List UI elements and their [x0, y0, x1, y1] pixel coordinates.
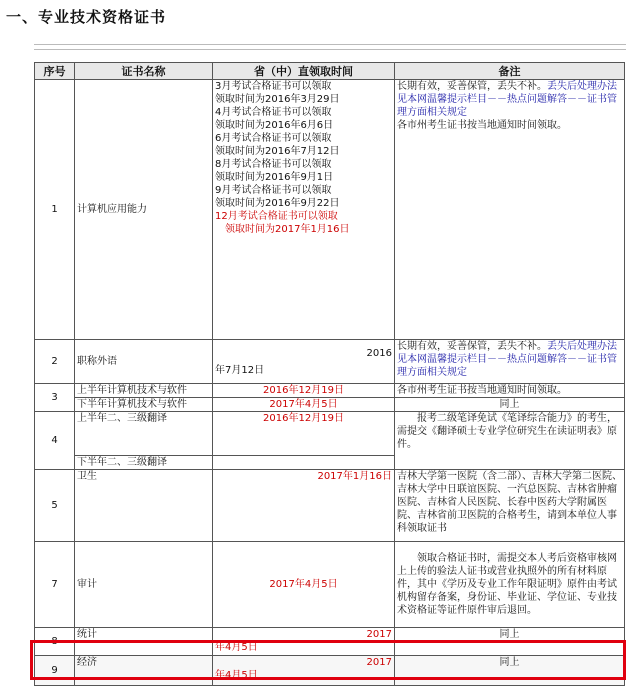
time-line: 领取时间为2016年6月6日: [215, 120, 334, 131]
time-line: 8月考试合格证书可以领取: [215, 159, 332, 170]
time-date: 年7月12日: [215, 364, 265, 376]
divider: [34, 44, 626, 50]
certificate-name: 卫生: [75, 470, 213, 542]
note-link[interactable]: 丢失后处理办法见本网温馨提示栏目－－热点问题解答－－证书管理方面相关规定: [397, 341, 617, 378]
certificate-name: 下半年计算机技术与软件: [75, 398, 213, 412]
certificate-name: 上半年二、三级翻译: [75, 412, 213, 456]
note-link[interactable]: 丢失后处理办法见本网温馨提示栏目－－热点问题解答－－证书管理方面相关规定: [397, 81, 617, 118]
time-date: 年4月5日: [215, 642, 258, 653]
table-row: [35, 470, 625, 542]
collection-time: [213, 80, 395, 340]
certificate-name: 审计: [75, 542, 213, 628]
collection-time: [213, 628, 395, 656]
time-line: 4月考试合格证书可以领取: [215, 107, 332, 118]
time-line: 领取时间为2016年9月22日: [215, 198, 340, 209]
table-row: [35, 398, 625, 412]
row-number: 8: [35, 628, 75, 656]
certificate-name: 职称外语: [75, 340, 213, 384]
time-line: 3月考试合格证书可以领取: [215, 81, 332, 92]
row-number: 1: [35, 80, 75, 340]
time-line: 领取时间为2016年7月12日: [215, 146, 340, 157]
note-cell: 吉林大学第一医院（含二部）、吉林大学第二医院、吉林大学中日联谊医院、一汽总医院、吉林省肿瘤医院、吉林省人民医院、长春中医药大学附属医院、吉林省前卫医院的合格考生，请到本单位人事科领取证书: [395, 470, 625, 542]
certificate-name: 下半年二、三级翻译: [75, 456, 213, 470]
table-row: [35, 80, 625, 340]
note-text: 长期有效，妥善保管，丢失不补。: [397, 81, 547, 92]
note-cell: 领取合格证书时，需提交本人考后资格审核网上上传的验法人证书或营业执照外的所有材料原件，其中《学历及专业工作年限证明》原件由考试机构留存备案，身份证、毕业证、学位证、专业技术资格证等证件原件审后退回。: [395, 542, 625, 628]
certificate-name: 统计: [75, 628, 213, 656]
col-header-note: 备注: [395, 63, 625, 80]
certificate-name: 计算机应用能力: [75, 80, 213, 340]
time-line: 领取时间为2016年3月29日: [215, 94, 340, 105]
table-row: [35, 384, 625, 398]
note-cell: 同上: [395, 656, 625, 686]
note-cell: 报考二级笔译免试《笔译综合能力》的考生，需提交《翻译硕士专业学位研究生在读证明表》原件。: [395, 412, 625, 470]
time-year: 2017: [366, 629, 392, 640]
certificate-name: 上半年计算机技术与软件: [75, 384, 213, 398]
note-cell: [395, 340, 625, 384]
table-header-row: [35, 63, 625, 80]
collection-time: 2016年12月19日: [213, 412, 395, 456]
col-header-name: 证书名称: [75, 63, 213, 80]
note-cell: 同上: [395, 628, 625, 656]
row-number: 5: [35, 470, 75, 542]
time-line: 领取时间为2016年9月1日: [215, 172, 334, 183]
table-row: [35, 656, 625, 686]
collection-time: [213, 656, 395, 686]
row-number: 7: [35, 542, 75, 628]
note-text: 各市州考生证书按当地通知时间领取。: [397, 120, 567, 131]
collection-time: [213, 340, 395, 384]
table-row: [35, 542, 625, 628]
time-line-red: 12月考试合格证书可以领取: [215, 211, 338, 222]
section-title: 一、专业技术资格证书: [6, 8, 167, 26]
row-number: 2: [35, 340, 75, 384]
time-year: 2017: [366, 657, 392, 668]
collection-time: 2017年4月5日: [213, 398, 395, 412]
certificate-name: 经济: [75, 656, 213, 686]
time-date: 年4月5日: [215, 670, 258, 681]
table-row: [35, 340, 625, 384]
row-number: 3: [35, 384, 75, 412]
collection-time: 2016年12月19日: [213, 384, 395, 398]
collection-time: 2017年1月16日: [213, 470, 395, 542]
table-row: [35, 412, 625, 456]
note-cell: [395, 80, 625, 340]
time-line: 9月考试合格证书可以领取: [215, 185, 332, 196]
certificate-table: [34, 62, 625, 686]
note-text: 长期有效，妥善保管，丢失不补。: [397, 341, 547, 352]
table-row: [35, 628, 625, 656]
time-year: 2016: [366, 347, 392, 359]
collection-time: [213, 456, 395, 470]
note-cell: 同上: [395, 398, 625, 412]
col-header-time: 省（中）直领取时间: [213, 63, 395, 80]
row-number: 4: [35, 412, 75, 470]
row-number: 9: [35, 656, 75, 686]
collection-time: 2017年4月5日: [213, 542, 395, 628]
time-line: 6月考试合格证书可以领取: [215, 133, 332, 144]
col-header-no: 序号: [35, 63, 75, 80]
note-cell: 各市州考生证书按当地通知时间领取。: [395, 384, 625, 398]
time-line-red: 领取时间为2017年1月16日: [225, 224, 350, 235]
